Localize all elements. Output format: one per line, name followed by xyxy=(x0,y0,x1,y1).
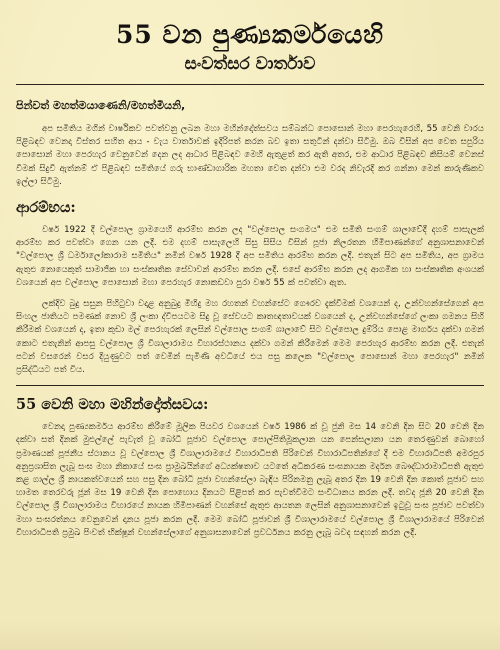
title-block xyxy=(16,20,484,74)
salutation: පින්වත් මහත්මයාණෙනි/මහත්මියනි, xyxy=(16,99,186,112)
section-divider xyxy=(16,385,484,386)
page-title: 55 වන පුණ්‍යකර්මයෙහි xyxy=(116,20,384,49)
intro-paragraph: අප සමිතිය මගින් වාර්ෂිකව පවත්වනු ලබන මහා මහින්දෝත්සවය සම්බන්ධ පොසොන් මහා පෙරහැරෙහි, 55 වෙනි වාරය පිළිබඳව වෙනදා විස්තර සහිත ආය - වැය වාර්තාවක් ඉදිරිපත් කරන බව ඉතා සතුටින් දන්වා සිටිමු. ඔබ විසින් අප වෙත සපුරිය පොසොන් මහා පෙරහැර වෙනුවෙන් දෙන ලද ආධාර පිළිබඳව මෙහි ඇතුළත් කර ඇති අතර, එම ආධාර පිළිබඳව කිසියම් වෙනස් වීමක් සිදුවී ඇත්නම් ඒ පිළිබඳව සමිතියේ ගරු භාණ්ඩාගාරික මහතා වෙත දන්වා එම වරද නිවැරදි කර ගන්නා මෙන් කාරුණිකව ඉල්ලා සිටිමු. xyxy=(16,124,484,187)
origin-paragraph-2: ලක්දිව බුදු සසුන පිහිටුවා වදාළ අනුබුදු මිහිදු මහ රහතන් වහන්සේට ගෞරව දැක්වීමක් වශයෙන් ද, උන්වහන්සේගෙන් අප සිංහල ජාතියට පමණක් නොව ශ්‍රී ලංකා ද්වීපයටම සිදු වූ සේවයට කෘතඥතාවයක් වශයෙන් ද, උන්වහන්සේගේ ලංකා ගමනය සිහි කිරීමක් වශයෙන් ද, ඉතා කුඩා මල් පෙරහැරක් ලෙසින් වල්පොල සංගම් ශාලාවේ සිට වල්පොල දුම්රිය පොළ මාර්ගය දක්වා ගමන් කොට එතැනින් ආපසු වල්පොල ශ්‍රී විශාලාරාමය විහාරස්ථානය දක්වා ගමන් කිරීමෙන් මෙම පෙරහැර ආරම්භ කරන ලදී. එතැන් පටන් වසරෙන් වසර දියුණුවට පත් වෙමින් පැමිණි අවධියේ එය පසු කලෙක "වල්පොල පොසොන් මහා පෙරහැර" නමින් ප්‍රසිද්ධියට පත් විය. xyxy=(16,299,484,376)
title-divider xyxy=(16,84,484,85)
festival-paragraph: වෙනදා පුණ්‍යකර්මය ආරම්භ කිරීමේ මූලික පියවර වශයෙන් වර්ෂ 1986 ක් වූ ජුනි මස 14 වෙනි දින සිට 20 වෙනි දින දක්වා සත් දිනක් මුළුල්ලේ පැවැත් වූ බෝධි පූජාව වල්පොල පොල්පිතිමූකලාන යන පෙන්සලානා යන තෙරණුවන් බොහෝ ප්‍රමාණයක් පූජනීය ස්ථානය වූ වල්පොල ශ්‍රී විශාලාරාමයේ විහාරාධිපති පිරිවෙන් විහාරාධිපතින්ගේ දී එම විහාරාධිපති අමරපුර අනුප්‍රශාසිත ලැබූ සංඝ මහා නිකායේ සංඝ ප්‍රාමුඛයින්ගේ අධ්‍යක්ෂතාව යටතේ අධිකරණ සංඝනායක මර්දන බෞද්ධාරාමාධිපති ඇතුළු කළ ගාල්ල ශ්‍රී නායකත්වයෙන් සහ පසු දින බෝධි පූජා වහන්සේලා බැඳිය පිරිනමනු ලැබූ අතර දින 19 වෙනි දින කොත් පූජාව සහ හාමත තෙරවරු ජූන් මස 19 වෙනි දින පොහොය දිනයට පිළිපත් කර පැවත්වීමට සංවිධානය කරන ලදී. තවද ජූනි 20 වෙනි දින වල්පොල ශ්‍රී විශාලාරාමය විහාරයේ නායක හිමිපාණන් වහන්සේ ඇතුළු ආයතන ලෙසින් අනුශාසනාවෙන් ඉටුවූ සංඝ පූජාව පවත්වා මහා සංඝරත්නය වෙනුවෙන් දානය පූජා කරන ලදී. මෙම බෝධි පූජාවන් ශ්‍රී විශාලාරාමයේ වල්පොල ශ්‍රී විශාලාරාමයේ පිරිවෙන් විහාරාධිපති ප්‍රමුඛ පිංවත් භික්ෂූන් වහන්සේලාගේ අනුශාසනාවෙන් ප්‍රවර්ධනය කරනු ලැබූ බවද සඳහන් කරන ලදී. xyxy=(16,422,484,538)
origin-paragraph-1: වර්ෂ 1922 දී වල්පොල ග්‍රාමයෙහි ආරම්භ කරන ලද "වල්පොල සංගමය" එම සමිති සංගම් ශාලාවේදී දහම් පාසැලක් ආරම්භ කර පවත්වා ගෙන යන ලදී. එම දහම් පාසැලෙහි සිසු සිසිය විසින් පූජා නිලරතන හිමිපාණන්ගේ අනුශාසනාවෙන් "වල්පොල ශ්‍රී ධර්මාලෝකාරාම සමිතිය" නමින් වර්ෂ 1928 දී අප සමිතිය ආරම්භ කරන ලදී. එතැන් සිට අප සමිතිය, අප ග්‍රාමය ඇතුළු නොයෙකුත් සාමාජික හා සංස්කෘතික සේවාවන් ආරම්භ කරන ලදී. එසේ ආරම්භ කරන ලද ආගමික හා සංස්කෘතික අංශයක් වශයෙන් අප වල්පොල පොසොන් මහා පෙරහැර නොකඩවා පුරා වර්ෂ 55 ක් පවත්වා ඇත. xyxy=(16,225,484,288)
scan-shadow xyxy=(0,620,500,650)
page-subtitle: සංවත්සර වාර්තාව xyxy=(184,54,316,74)
section-heading-origin: ආරම්භය: xyxy=(16,199,76,217)
section-heading-festival: 55 වෙනි මහා මහින්දෝත්සවය: xyxy=(16,396,209,414)
